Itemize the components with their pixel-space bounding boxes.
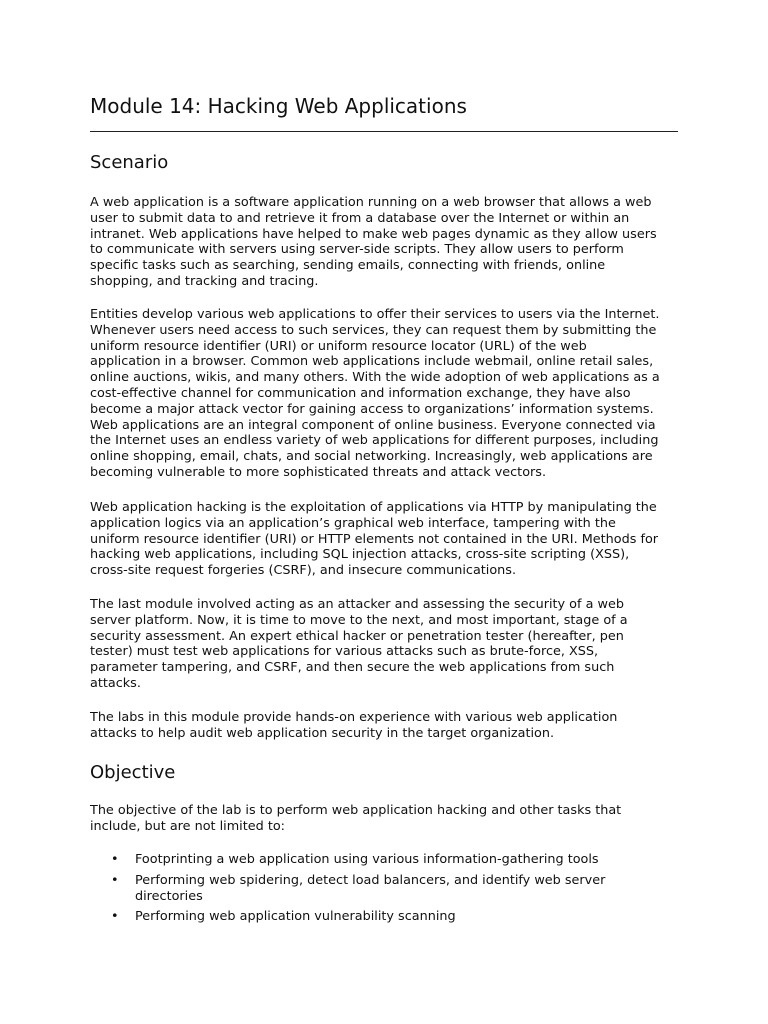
- text-line: uniform resource identifier (URI) or uniform resource locator (URL) of the web: [90, 338, 587, 354]
- text-line: application in a browser. Common web applications include webmail, online retail sales,: [90, 354, 654, 370]
- text-line: A web application is a software application running on a web browser that allows a web: [90, 195, 652, 210]
- text-line: tester) must test web applications for various attacks such as brute-force, XSS,: [90, 644, 599, 660]
- text-line: uniform resource identifier (URI) or HTTP elements not contained in the URI. Methods for: [90, 531, 659, 547]
- text-line: becoming vulnerable to more sophisticated threats and attack vectors.: [90, 464, 547, 480]
- text-line: parameter tampering, and CSRF, and then secure the web applications from such: [90, 660, 615, 676]
- objective-bullet-list: [90, 852, 680, 930]
- title-divider: [90, 131, 678, 132]
- list-item-text: Performing web spidering, detect load balancers, and identify web server: [135, 872, 606, 888]
- list-item: [90, 873, 680, 905]
- text-line: attacks to help audit web application security in the target organization.: [90, 725, 555, 741]
- text-line: the Internet uses an endless variety of web applications for different purposes, including: [90, 433, 659, 449]
- text-line: become a major attack vector for gaining access to organizations’ information systems.: [90, 401, 654, 417]
- text-line: user to submit data to and retrieve it from a database over the Internet or within an: [90, 210, 630, 226]
- scenario-heading: Scenario: [90, 152, 169, 173]
- text-line: Web applications are an integral component of online business. Everyone connected via: [90, 417, 656, 433]
- text-line: intranet. Web applications have helped to make web pages dynamic as they allow users: [90, 226, 657, 242]
- list-item-text: directories: [135, 888, 203, 904]
- scenario-paragraph-1: [90, 195, 680, 290]
- text-line: server platform. Now, it is time to move to the next, and most important, stage of a: [90, 612, 628, 628]
- scenario-paragraph-5: [90, 710, 680, 742]
- scenario-paragraph-4: [90, 597, 680, 692]
- text-line: hacking web applications, including SQL injection attacks, cross-site scripting (XSS),: [90, 547, 630, 563]
- text-line: The last module involved acting as an attacker and assessing the security of a web: [90, 597, 624, 612]
- bullet-icon: •: [111, 852, 119, 867]
- list-item-text: Performing web application vulnerability scanning: [135, 909, 456, 925]
- text-line: security assessment. An expert ethical hacker or penetration tester (hereafter, pen: [90, 628, 624, 644]
- list-item: [90, 909, 680, 925]
- page-title: Module 14: Hacking Web Applications: [90, 94, 467, 118]
- text-line: application logics via an application’s graphical web interface, tampering with the: [90, 515, 616, 531]
- text-line: online auctions, wikis, and many others. With the wide adoption of web applications as a: [90, 370, 660, 386]
- bullet-icon: •: [111, 872, 119, 888]
- scenario-paragraph-3: [90, 500, 680, 579]
- text-line: cost-effective channel for communication and information exchange, they have also: [90, 385, 631, 401]
- text-line: The labs in this module provide hands-on experience with various web application: [90, 710, 618, 725]
- text-line: Entities develop various web applications to offer their services to users via the Internet.: [90, 307, 660, 322]
- list-item: [90, 852, 680, 868]
- list-item-text: Footprinting a web application using various information-gathering tools: [135, 852, 599, 867]
- objective-intro: [90, 803, 680, 835]
- text-line: include, but are not limited to:: [90, 818, 285, 834]
- text-line: attacks.: [90, 675, 141, 691]
- text-line: The objective of the lab is to perform web application hacking and other tasks that: [90, 803, 622, 818]
- objective-heading: Objective: [90, 762, 176, 783]
- text-line: shopping, and tracking and tracing.: [90, 273, 319, 289]
- text-line: to communicate with servers using server-side scripts. They allow users to perform: [90, 242, 624, 258]
- text-line: online shopping, email, chats, and social networking. Increasingly, web applications are: [90, 449, 653, 465]
- text-line: Whenever users need access to such services, they can request them by submitting the: [90, 322, 657, 338]
- text-line: specific tasks such as searching, sending emails, connecting with friends, online: [90, 258, 606, 274]
- scenario-paragraph-2: [90, 307, 680, 481]
- text-line: Web application hacking is the exploitation of applications via HTTP by manipulating the: [90, 500, 657, 515]
- text-line: cross-site request forgeries (CSRF), and insecure communications.: [90, 563, 517, 579]
- bullet-icon: •: [111, 909, 119, 925]
